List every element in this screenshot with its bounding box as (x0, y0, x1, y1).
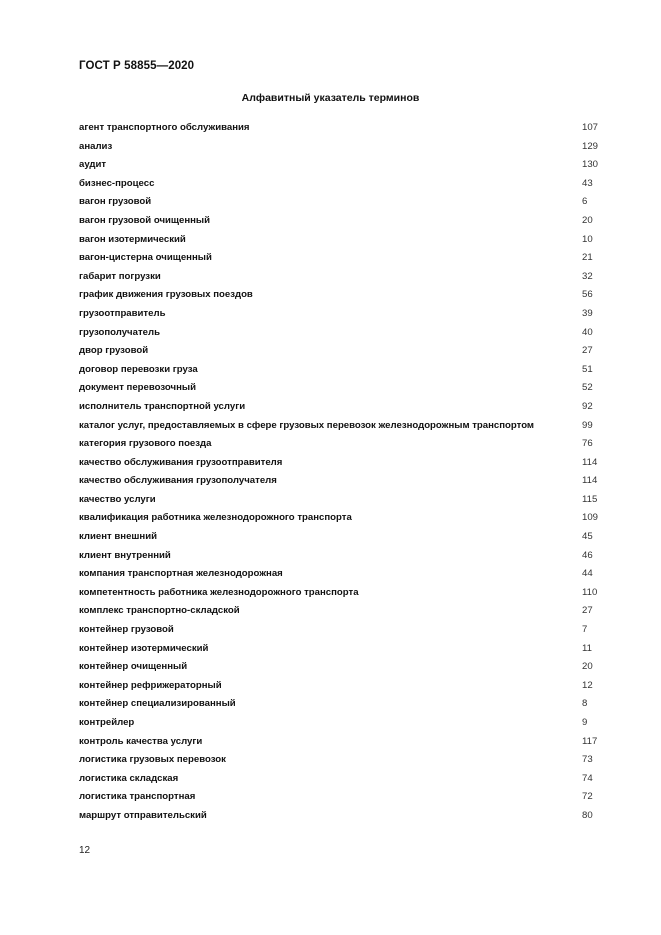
index-term: вагон изотермический (79, 233, 186, 245)
index-page-ref: 45 (582, 531, 593, 543)
index-page-ref: 129 (582, 140, 599, 152)
index-page-ref: 10 (582, 233, 593, 245)
index-entry (79, 121, 599, 140)
index-term: качество обслуживания грузополучателя (79, 475, 277, 487)
index-term: компания транспортная железнодорожная (79, 568, 283, 580)
index-term: контейнер очищенный (79, 661, 188, 673)
index-term: логистика транспортная (79, 791, 196, 803)
index-entry (79, 177, 599, 196)
index-page-ref: 9 (582, 717, 588, 728)
index-entry (79, 456, 599, 475)
index-term: вагон грузовой очищенный (79, 214, 211, 226)
index-term: качество обслуживания грузоотправителя (79, 456, 283, 468)
index-term: исполнитель транспортной услуги (79, 400, 246, 412)
index-page-ref: 99 (582, 419, 593, 431)
index-entry (79, 288, 599, 307)
index-entry (79, 214, 599, 233)
index-term: каталог услуг, предоставляемых в сфере грузовых перевозок железнодорожным транспортом (79, 419, 535, 431)
index-page-ref: 51 (582, 363, 593, 375)
index-term: вагон грузовой (79, 196, 152, 208)
index-page-ref: 110 (582, 586, 598, 598)
index-term: габарит погрузки (79, 270, 161, 282)
index-term: контрейлер (79, 717, 135, 728)
term-index-list (79, 121, 599, 828)
index-term: категория грузового поезда (79, 438, 212, 450)
index-page-ref: 76 (582, 438, 593, 450)
index-term: контейнер специализированный (79, 698, 236, 710)
index-entry (79, 140, 599, 159)
index-entry (79, 697, 599, 716)
index-entry (79, 604, 599, 623)
index-term: контейнер грузовой (79, 624, 174, 636)
index-entry (79, 790, 599, 809)
index-term: грузоотправитель (79, 307, 166, 319)
index-term: график движения грузовых поездов (79, 289, 253, 301)
index-term: компетентность работника железнодорожного транспорта (79, 586, 359, 598)
index-entry (79, 437, 599, 456)
index-term: аудит (79, 159, 107, 171)
index-term: грузополучатель (79, 326, 160, 338)
index-term: качество услуги (79, 493, 156, 505)
index-page-ref: 73 (582, 754, 593, 766)
index-page-ref: 8 (582, 698, 588, 710)
index-entry (79, 400, 599, 419)
index-term: квалификация работника железнодорожного транспорта (79, 512, 352, 524)
index-term: маршрут отправительский (79, 809, 207, 821)
index-term: агент транспортного обслуживания (79, 122, 250, 133)
index-entry (79, 270, 599, 289)
index-entry (79, 326, 599, 345)
index-page-ref: 21 (582, 252, 593, 264)
index-page-ref: 43 (582, 177, 593, 189)
index-term: вагон-цистерна очищенный (79, 252, 212, 264)
index-page-ref: 6 (582, 196, 588, 208)
index-term: комплекс транспортно-складской (79, 605, 240, 617)
index-entry (79, 623, 599, 642)
index-entry (79, 753, 599, 772)
index-term: двор грузовой (79, 345, 149, 357)
index-entry (79, 195, 599, 214)
index-entry (79, 474, 599, 493)
index-page-ref: 39 (582, 307, 593, 319)
index-entry (79, 363, 599, 382)
index-page-ref: 114 (582, 456, 598, 468)
index-entry (79, 679, 599, 698)
index-page-ref: 12 (582, 679, 593, 691)
index-page-ref: 72 (582, 791, 593, 803)
index-entry (79, 716, 599, 735)
index-page-ref: 11 (582, 642, 592, 654)
index-entry (79, 549, 599, 568)
index-term: клиент внешний (79, 531, 158, 543)
index-page-ref: 115 (582, 493, 598, 505)
index-entry (79, 493, 599, 512)
index-term: контроль качества услуги (79, 735, 203, 747)
index-entry (79, 419, 599, 438)
index-term: клиент внутренний (79, 549, 171, 561)
index-page-ref: 27 (582, 345, 593, 357)
index-title: Алфавитный указатель терминов (241, 92, 420, 104)
index-page-ref: 114 (582, 475, 598, 487)
index-term: логистика грузовых перевозок (79, 754, 226, 766)
index-page-ref: 52 (582, 382, 593, 394)
index-page-ref: 74 (582, 772, 593, 784)
standard-header: ГОСТ Р 58855—2020 (79, 60, 195, 72)
index-entry (79, 344, 599, 363)
index-page-ref: 56 (582, 289, 593, 301)
index-entry (79, 660, 599, 679)
index-page-ref: 27 (582, 605, 593, 617)
index-page-ref: 20 (582, 214, 593, 226)
index-term: договор перевозки груза (79, 363, 198, 375)
index-page-ref: 117 (582, 735, 598, 747)
index-entry (79, 511, 599, 530)
index-entry (79, 642, 599, 661)
index-page-ref: 130 (582, 159, 599, 171)
index-entry (79, 772, 599, 791)
index-page-ref: 32 (582, 270, 593, 282)
index-entry (79, 233, 599, 252)
index-entry (79, 251, 599, 270)
index-entry (79, 735, 599, 754)
index-entry (79, 158, 599, 177)
index-entry (79, 586, 599, 605)
index-term: логистика складская (79, 772, 179, 784)
index-page-ref: 44 (582, 568, 593, 580)
index-page-ref: 107 (582, 122, 599, 133)
index-term: контейнер рефрижераторный (79, 679, 222, 691)
index-entry (79, 567, 599, 586)
index-page-ref: 20 (582, 661, 593, 673)
index-entry (79, 381, 599, 400)
index-page-ref: 7 (582, 624, 588, 636)
index-page-ref: 46 (582, 549, 593, 561)
page-number: 12 (79, 845, 91, 856)
index-term: документ перевозочный (79, 382, 196, 394)
index-entry (79, 530, 599, 549)
index-page-ref: 92 (582, 400, 593, 412)
index-term: контейнер изотермический (79, 642, 209, 654)
index-entry (79, 307, 599, 326)
index-page-ref: 40 (582, 326, 593, 338)
index-page-ref: 80 (582, 809, 593, 821)
index-term: анализ (79, 140, 113, 152)
index-page-ref: 109 (582, 512, 599, 524)
index-term: бизнес-процесс (79, 177, 155, 189)
index-entry (79, 809, 599, 828)
